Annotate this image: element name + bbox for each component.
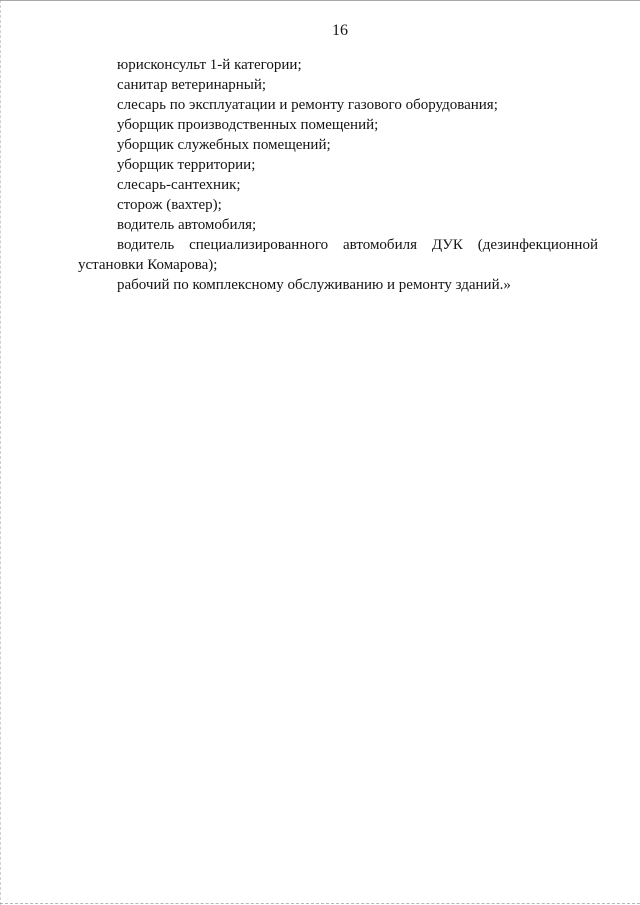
list-item: уборщик территории; — [117, 157, 256, 173]
list-item: юрисконсульт 1-й категории; — [117, 57, 302, 73]
position-list — [78, 55, 598, 295]
list-item: уборщик производственных помещений; — [117, 117, 379, 133]
scan-edge-top — [0, 0, 640, 1]
list-item: уборщик служебных помещений; — [117, 137, 331, 153]
list-item: водитель специализированного автомобиля ДУК (дезинфекционной установки Комарова); — [78, 237, 598, 273]
list-item: рабочий по комплексному обслуживанию и ремонту зданий.» — [117, 277, 511, 293]
page-number: 16 — [332, 22, 348, 39]
scan-edge-left — [0, 0, 2, 905]
list-item: слесарь-сантехник; — [117, 177, 241, 193]
list-item: санитар ветеринарный; — [117, 77, 267, 93]
list-item: сторож (вахтер); — [117, 197, 222, 213]
list-item: слесарь по эксплуатации и ремонту газового оборудования; — [117, 97, 498, 113]
list-item: водитель автомобиля; — [117, 217, 257, 233]
